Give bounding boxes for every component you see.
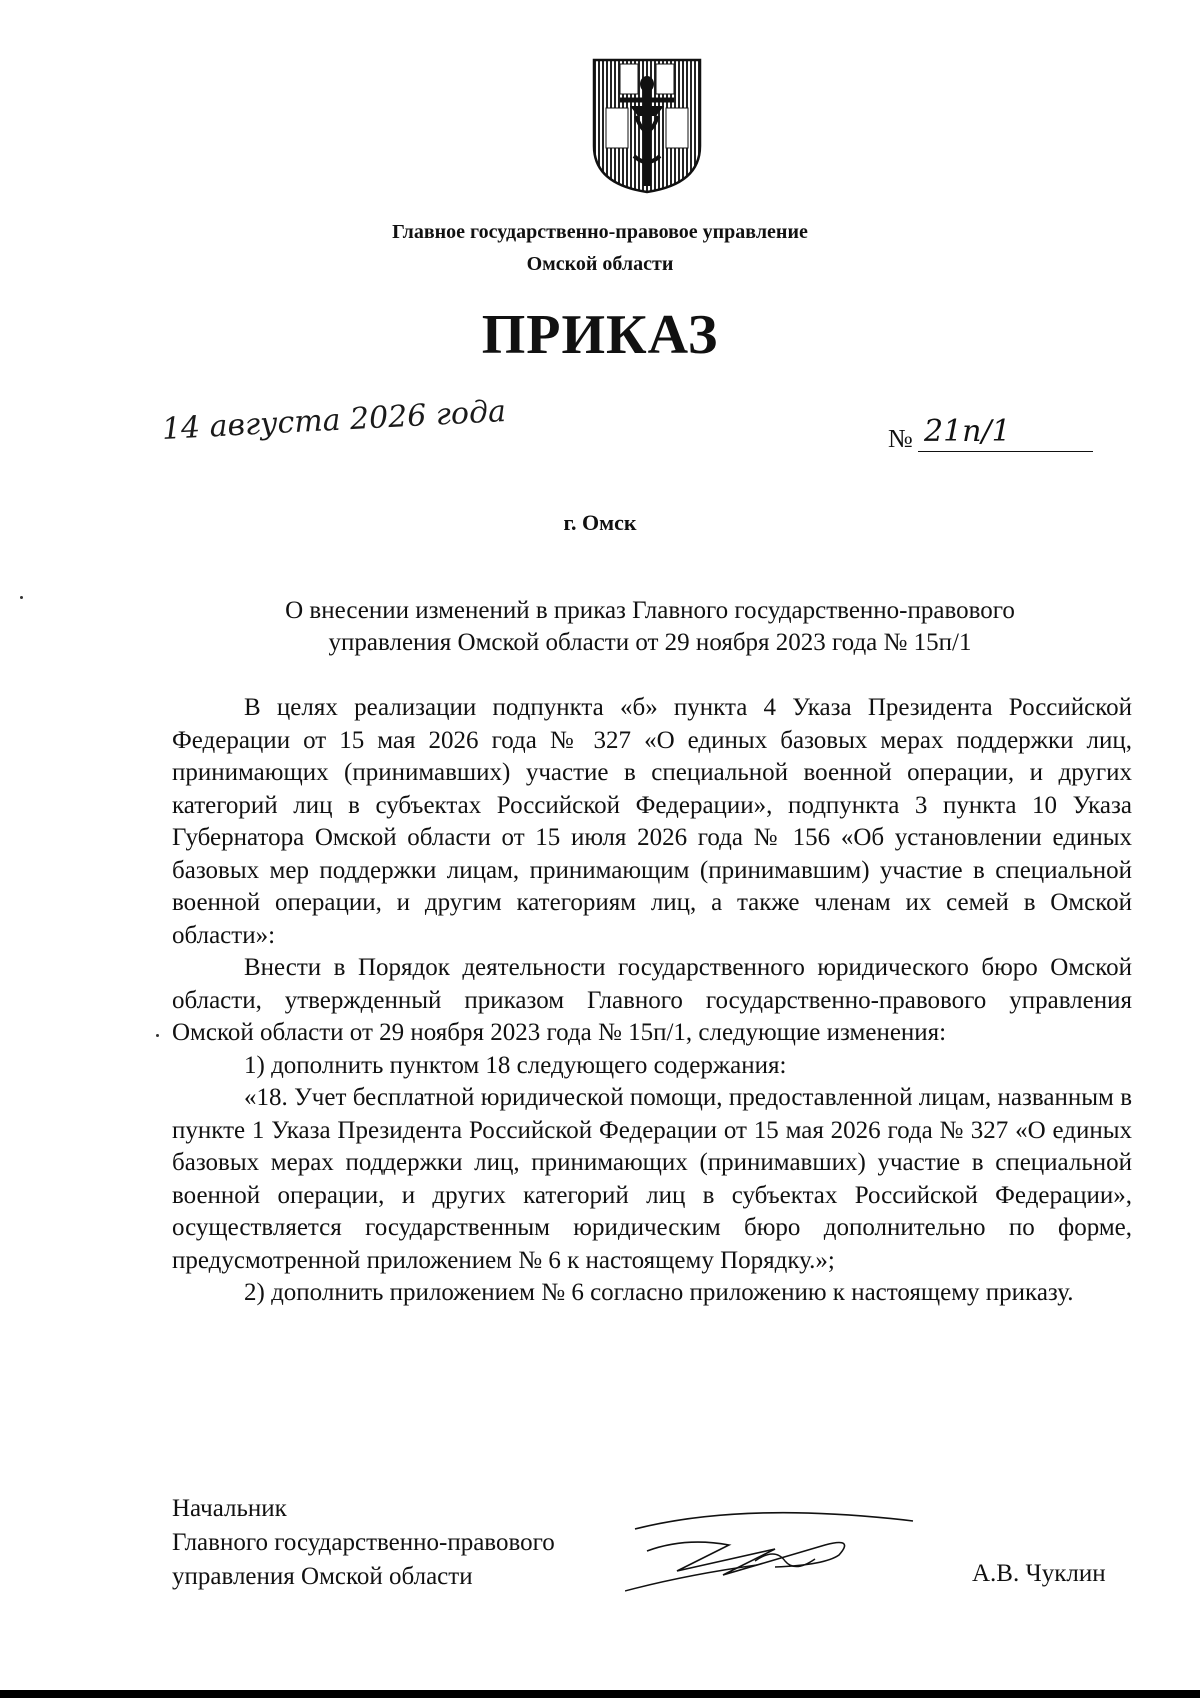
handwritten-date: 14 августа 2026 года [161, 394, 507, 447]
city: г. Омск [563, 510, 637, 535]
subject-line1: О внесении изменений в приказ Главного государственно-правового [285, 597, 1015, 624]
handwritten-number: 21п/1 [924, 414, 1011, 449]
signatory-title-line1: Начальник [172, 1495, 287, 1522]
body-paragraph-preamble: В целях реализации подпункта «б» пункта 4 Указа Президента Российской Федерации от 15 мая 2026 года № 327 «О единых базовых мерах поддержки лиц, принимающих (принимавших) участие в специальной военной операции, и других категорий лиц в субъектах Российской Федерации», подпункта 3 пункта 10 Указа Губернатора Омской области от 15 июля 2026 года № 156 «Об установлении единых базовых мер поддержки лицам, принимающим (принимавшим) участие в специальной военной операции, и другим категориям лиц, а также членам их семей в Омской области»: [172, 694, 1132, 949]
subject-line2: управления Омской области от 29 ноября 2023 года № 15п/1 [328, 629, 972, 656]
signatory-title [172, 1492, 555, 1594]
signatory-title-line3: управления Омской области [172, 1563, 473, 1590]
number-underline [918, 451, 1093, 452]
handwritten-signature [625, 1505, 925, 1595]
scan-speck [20, 596, 23, 599]
signatory-name: А.В. Чуклин [972, 1560, 1106, 1587]
body-paragraph-order: Внести в Порядок деятельности государственного юридического бюро Омской области, утвержденный приказом Главного государственно-правового управления Омской области от 29 ноября 2023 года № 15п/1, следующие изменения: [172, 954, 1132, 1046]
document-subject [170, 595, 1130, 659]
organization-name-line2: Омской области [526, 253, 674, 275]
coat-of-arms-emblem [590, 56, 704, 196]
signatory-title-line2: Главного государственно-правового [172, 1529, 555, 1556]
scan-bottom-border [0, 1690, 1200, 1698]
document-title: ПРИКАЗ [481, 304, 719, 366]
body-paragraph-item2: 2) дополнить приложением № 6 согласно приложению к настоящему приказу. [244, 1279, 1074, 1306]
organization-name-line1: Главное государственно-правовое управление [392, 221, 808, 243]
document-body [172, 692, 1132, 1310]
body-paragraph-quote: «18. Учет бесплатной юридической помощи, предоставленной лицам, названным в пункте 1 Указа Президента Российской Федерации от 15 мая 2026 года № 327 «О единых базовых мерах поддержки лиц, принимающих (принимавших) участие в специальной военной операции, и других категорий лиц в субъектах Российской Федерации», осуществляется государственным юридическим бюро дополнительно по форме, предусмотренной приложением № 6 к настоящему Порядку.»; [172, 1084, 1132, 1274]
body-paragraph-item1: 1) дополнить пунктом 18 следующего содержания: [244, 1051, 787, 1079]
number-label: № [888, 424, 913, 453]
scan-speck [156, 1034, 159, 1037]
